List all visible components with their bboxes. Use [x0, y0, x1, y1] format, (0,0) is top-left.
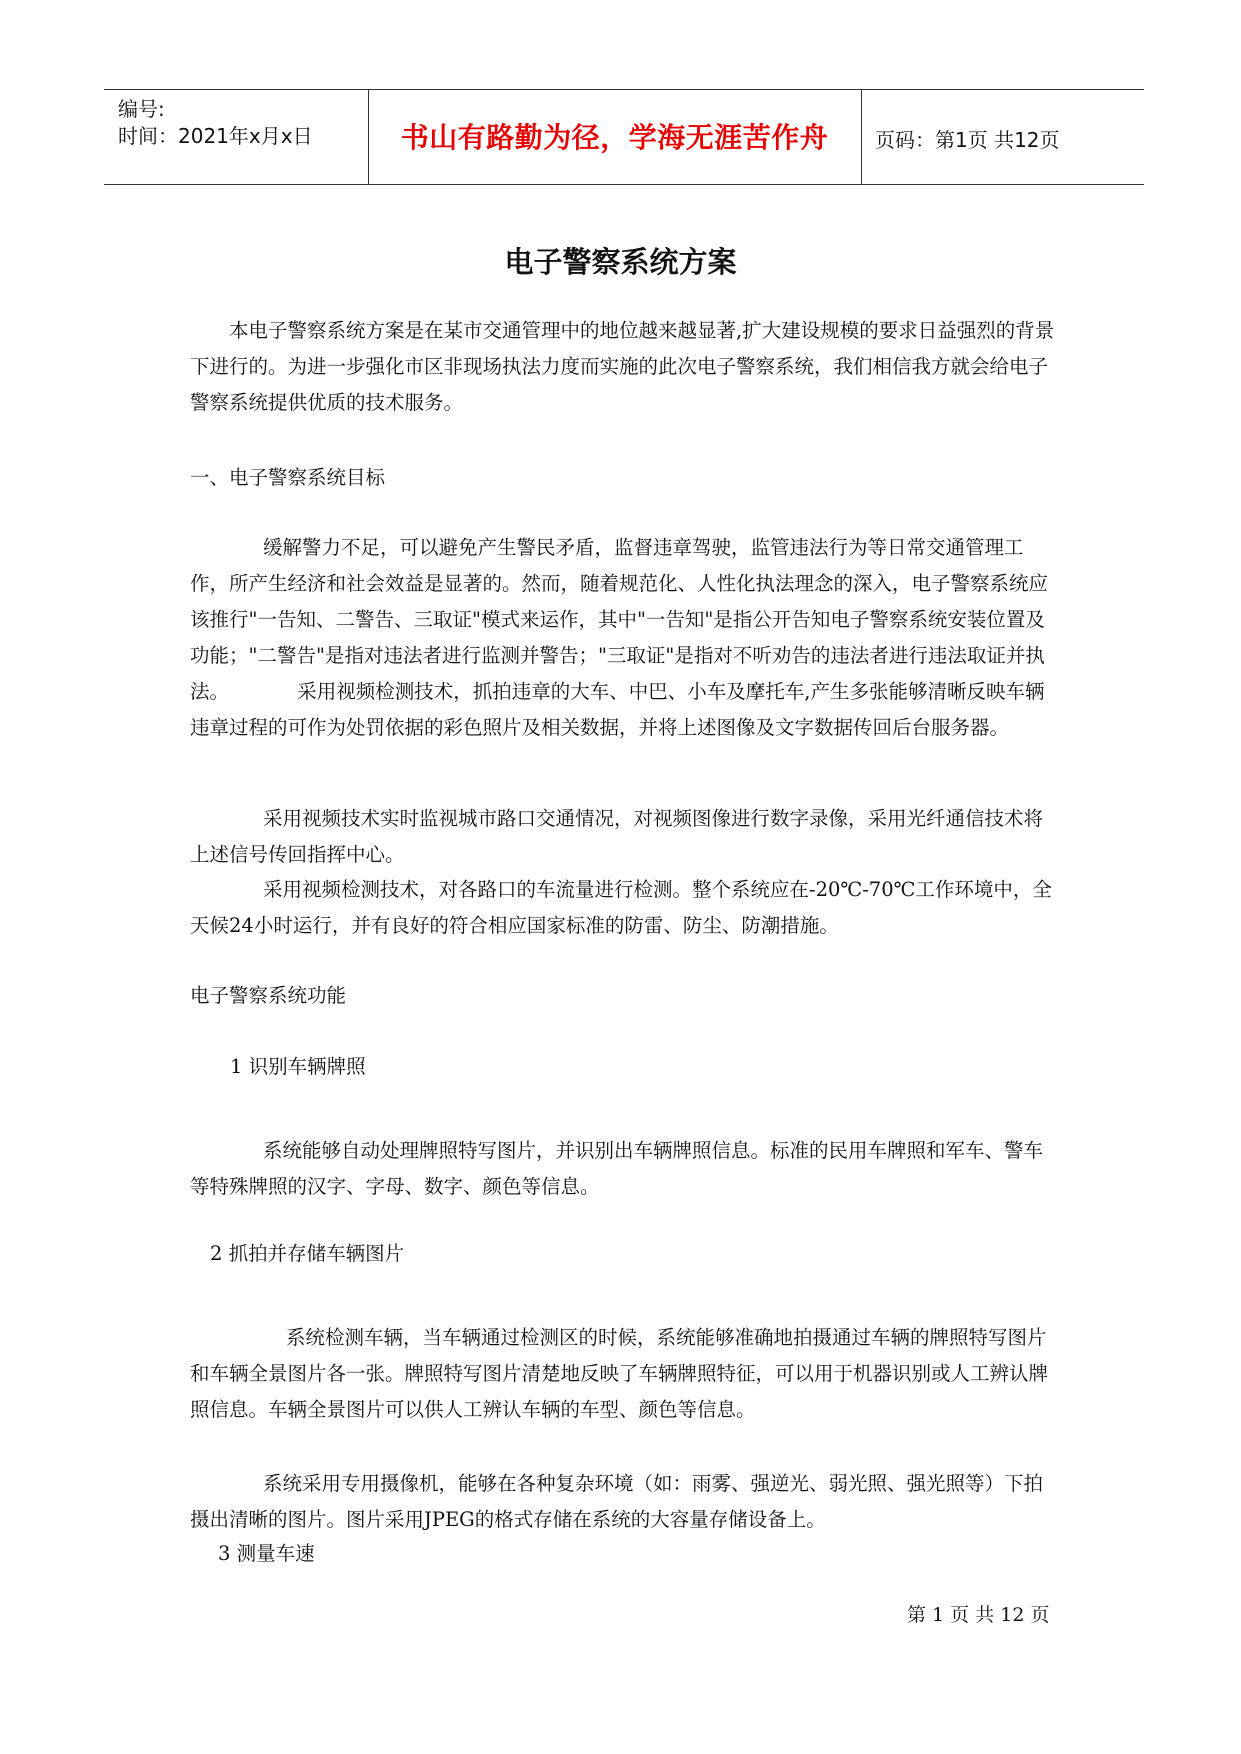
function-heading-capture-store: 2 抓拍并存储车辆图片	[210, 1242, 405, 1265]
header-page-number: 页码：第1页 共12页	[875, 128, 1060, 152]
document-time-label: 时间：2021年x月x日	[118, 124, 313, 148]
header-motto-cell	[368, 90, 862, 184]
page-footer-number: 第 1 页 共 12 页	[907, 1604, 1050, 1626]
function-heading-speed-measurement: 3 测量车速	[218, 1542, 315, 1565]
goals-paragraph-1: 缓解警力不足，可以避免产生警民矛盾，监督违章驾驶，监管违法行为等日常交通管理工作，所产生经济和社会效益是显著的。然而，随着规范化、人性化执法理念的深入，电子警察系统应该推行"一告知、二警告、三取证"模式来运作，其中"一告知"是指公开告知电子警察系统安装位置及功能；"二警告"是指对违法者进行监测并警告；"三取证"是指对不听劝告的违法者进行违法取证并执法。 采用视频检测技术，抓拍违章的大车、中巴、小车及摩托车,产生多张能够清晰反映车辆违章过程的可作为处罚依据的彩色照片及相关数据，并将上述图像及文字数据传回后台服务器。	[190, 536, 1049, 739]
intro-paragraph: 本电子警察系统方案是在某市交通管理中的地位越来越显著,扩大建设规模的要求日益强烈的背景下进行的。为进一步强化市区非现场执法力度而实施的此次电子警察系统，我们相信我方就会给电子警察系统提供优质的技术服务。	[190, 319, 1055, 414]
capture-store-paragraph-1: 系统检测车辆，当车辆通过检测区的时候，系统能够准确地拍摄通过车辆的牌照特写图片和车辆全景图片各一张。牌照特写图片清楚地反映了车辆牌照特征，可以用于机器识别或人工辨认牌照信息。车辆全景图片可以供人工辨认车辆的车型、颜色等信息。	[190, 1326, 1049, 1421]
goals-paragraph-3: 采用视频检测技术，对各路口的车流量进行检测。整个系统应在-20℃-70℃工作环境中，全天候24小时运行，并有良好的符合相应国家标准的防雷、防尘、防潮措施。	[190, 878, 1052, 937]
header-info-cell	[104, 90, 369, 184]
document-number-label: 编号:	[118, 97, 165, 121]
page-header	[104, 89, 1144, 185]
goals-paragraph-2: 采用视频技术实时监视城市路口交通情况，对视频图像进行数字录像，采用光纤通信技术将上述信号传回指挥中心。	[190, 807, 1044, 866]
section-heading-functions: 电子警察系统功能	[190, 984, 347, 1007]
function-heading-plate-recognition: 1 识别车辆牌照	[230, 1055, 366, 1078]
capture-store-paragraph-2: 系统采用专用摄像机，能够在各种复杂环境（如：雨雾、强逆光、弱光照、强光照等）下拍摄出清晰的图片。图片采用JPEG的格式存储在系统的大容量存储设备上。	[190, 1472, 1044, 1531]
header-page-cell	[861, 90, 1144, 184]
document-title: 电子警察系统方案	[504, 245, 737, 279]
plate-recognition-paragraph: 系统能够自动处理牌照特写图片，并识别出车辆牌照信息。标准的民用车牌照和军车、警车等特殊牌照的汉字、字母、数字、颜色等信息。	[190, 1139, 1044, 1198]
section-heading-goals: 一、电子警察系统目标	[190, 466, 386, 489]
header-motto: 书山有路勤为径，学海无涯苦作舟	[400, 121, 829, 154]
